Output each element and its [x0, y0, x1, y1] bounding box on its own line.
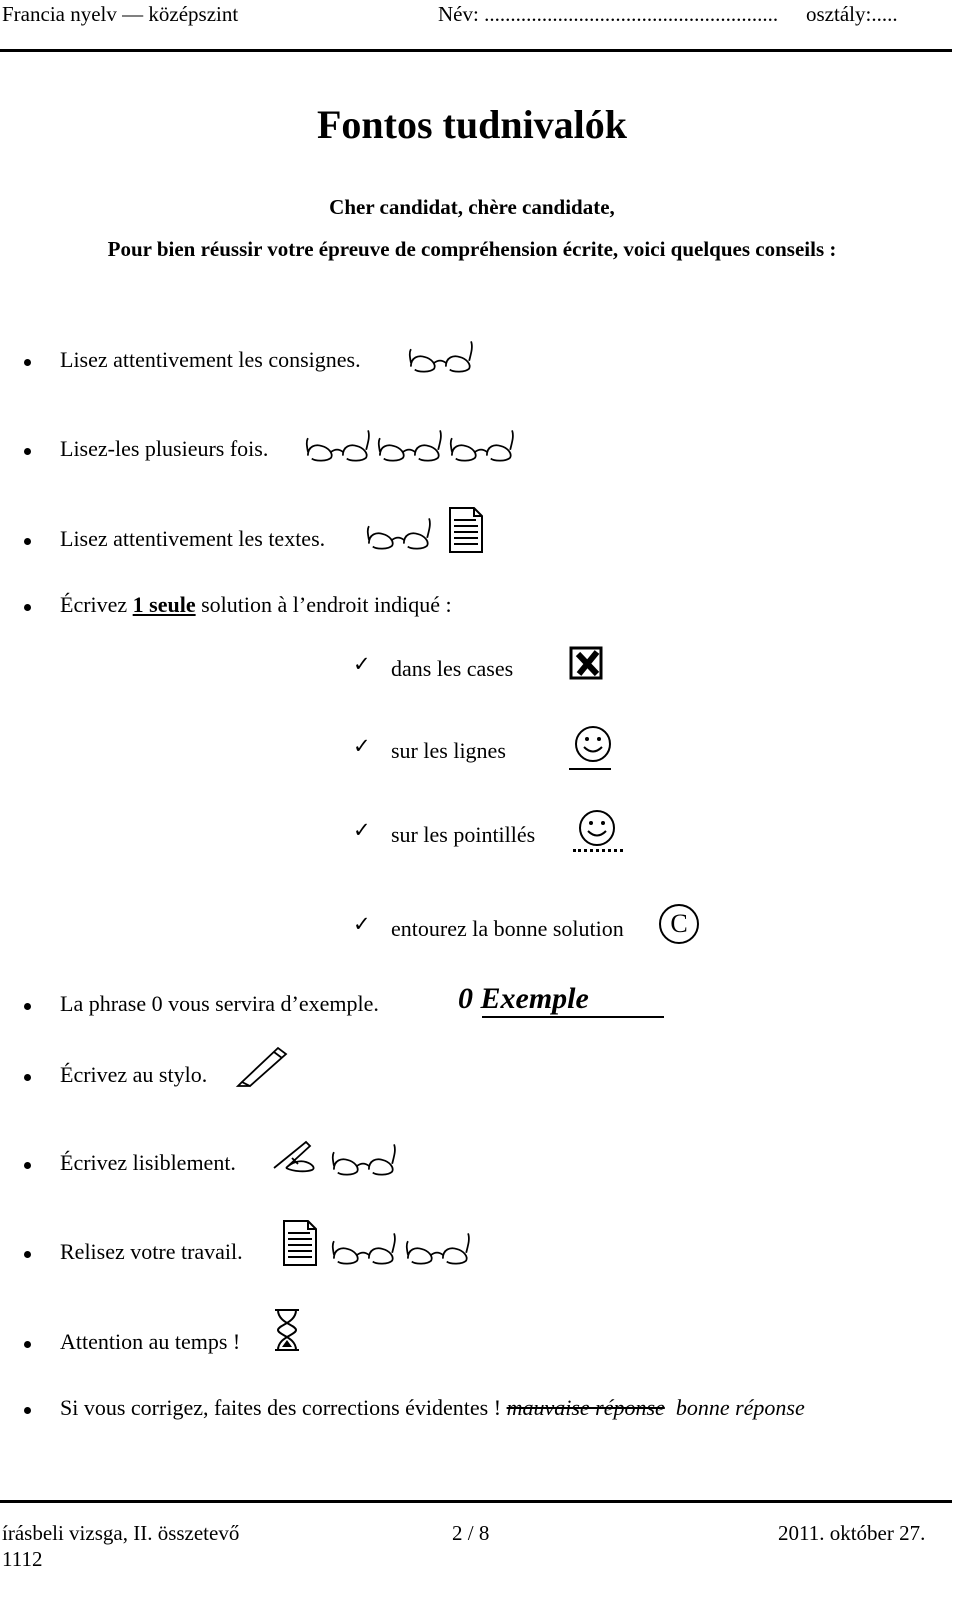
list-item-text: Attention au temps !: [60, 1329, 241, 1354]
bullet: [24, 1003, 31, 1010]
writing-hand-icon: [272, 1138, 320, 1174]
dotted-line: [573, 849, 623, 852]
header-name-field: Név: ........................................................: [438, 2, 779, 26]
smiley-icon: [577, 808, 617, 848]
checkbox-x-icon: [569, 642, 607, 680]
text-part: Écrivez: [60, 592, 133, 617]
document-icon: [282, 1219, 318, 1267]
example-sample: [458, 982, 589, 1016]
circled-c-icon: C: [659, 904, 699, 944]
bullet: [24, 1341, 31, 1348]
pen-icon: [234, 1042, 290, 1088]
glasses-icon: [330, 1140, 398, 1176]
check-icon: ✓: [353, 652, 371, 676]
glasses-icon: [448, 426, 516, 462]
glasses-icon: [304, 426, 372, 462]
header-subject: Francia nyelv — középszint: [2, 2, 239, 26]
wrong-answer-example: mauvaise réponse: [506, 1395, 665, 1420]
emphasis-one: 1 seule: [132, 592, 196, 617]
list-item-text: Lisez-les plusieurs fois.: [60, 436, 269, 461]
subitem-text: dans les cases: [391, 656, 514, 681]
check-icon: ✓: [353, 818, 371, 842]
bullet: [24, 1251, 31, 1258]
glasses-icon: [404, 1229, 472, 1265]
header-divider: [0, 49, 952, 52]
list-item-text: La phrase 0 vous servira d’exemple.: [60, 991, 379, 1016]
page-header: [0, 0, 960, 52]
correct-answer-example: bonne réponse: [675, 1395, 805, 1420]
header-class-field: osztály:.....: [806, 2, 898, 26]
bullet: [24, 1162, 31, 1169]
list-item-text: [60, 1395, 805, 1421]
footer-divider: [0, 1500, 952, 1503]
text-part: Si vous corrigez, faites des corrections évidentes !: [60, 1395, 502, 1420]
list-item-text: Lisez attentivement les textes.: [60, 526, 326, 551]
bullet: [24, 359, 31, 366]
list-item-text: Lisez attentivement les consignes.: [60, 347, 361, 372]
glasses-icon: [376, 426, 444, 462]
glasses-icon: [407, 337, 475, 373]
bullet: [24, 448, 31, 455]
smiley-icon: [573, 724, 613, 764]
answer-line: [569, 768, 611, 770]
page-title: Fontos tudnivalók: [316, 102, 628, 147]
text-part: solution à l’endroit indiqué :: [195, 592, 452, 617]
list-item-text: Écrivez au stylo.: [60, 1062, 208, 1087]
subitem-text: sur les pointillés: [391, 822, 536, 847]
list-item-text: [60, 592, 452, 618]
document-icon: [448, 506, 484, 554]
page-number: 2 / 8: [452, 1521, 490, 1545]
footer-date: 2011. október 27.: [778, 1521, 926, 1545]
bullet: [24, 1407, 31, 1414]
intro-line: Pour bien réussir votre épreuve de compréhension écrite, voici quelques conseils :: [107, 237, 837, 261]
footer-exam-part: írásbeli vizsga, II. összetevő: [2, 1521, 240, 1545]
footer-code: 1112: [2, 1547, 43, 1571]
glasses-icon: [365, 514, 433, 550]
hourglass-icon: [272, 1307, 302, 1353]
list-item-text: Relisez votre travail.: [60, 1239, 243, 1264]
example-underline: [482, 1016, 664, 1018]
list-item-text: Écrivez lisiblement.: [60, 1150, 236, 1175]
bullet: [24, 604, 31, 611]
subitem-text: sur les lignes: [391, 738, 506, 763]
bullet: [24, 1074, 31, 1081]
example-text: 0 Exemple: [458, 982, 589, 1015]
greeting: Cher candidat, chère candidate,: [329, 195, 615, 219]
check-icon: ✓: [353, 734, 371, 758]
check-icon: ✓: [353, 912, 371, 936]
glasses-icon: [330, 1229, 398, 1265]
subitem-text: entourez la bonne solution: [391, 916, 624, 941]
bullet: [24, 538, 31, 545]
